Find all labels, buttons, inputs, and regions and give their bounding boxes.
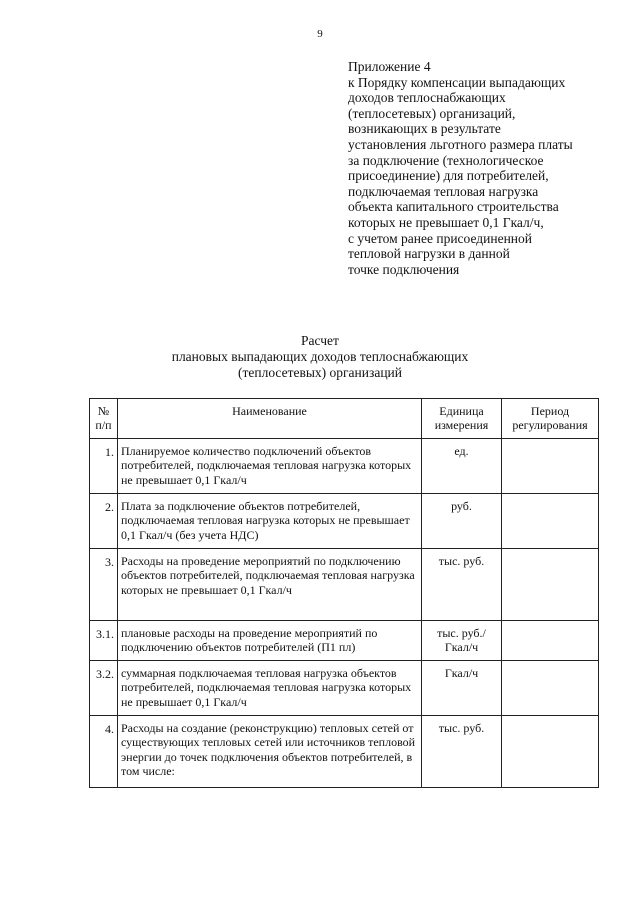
row-unit: руб. bbox=[422, 494, 502, 549]
appendix-line: возникающих в результате bbox=[348, 121, 501, 137]
row-name: плановые расходы на проведение мероприятий по подключению объектов потребителей (П1 пл) bbox=[118, 621, 422, 661]
title-line: (теплосетевых) организаций bbox=[237, 365, 403, 380]
row-name: Расходы на создание (реконструкцию) тепловых сетей от существующих тепловых сетей или источников тепловой энергии до точек подключения объектов потребителей, в том числе: bbox=[118, 716, 422, 788]
appendix-header bbox=[348, 59, 618, 277]
row-period bbox=[502, 716, 599, 788]
row-unit: тыс. руб./ Гкал/ч bbox=[422, 621, 502, 661]
table-row bbox=[90, 549, 599, 621]
appendix-line: за подключение (технологическое bbox=[348, 152, 544, 168]
row-period bbox=[502, 494, 599, 549]
row-num: 3. bbox=[90, 549, 118, 621]
row-period bbox=[502, 621, 599, 661]
row-period bbox=[502, 549, 599, 621]
appendix-line: Приложение 4 bbox=[348, 59, 431, 74]
title-line: плановых выпадающих доходов теплоснабжающих bbox=[171, 349, 469, 364]
table-row bbox=[90, 621, 599, 661]
row-num: 1. bbox=[90, 439, 118, 494]
header-period: Период регулирования bbox=[502, 399, 599, 439]
table-row bbox=[90, 716, 599, 788]
row-name: Плата за подключение объектов потребителей, подключаемая тепловая нагрузка которых не превышает 0,1 Гкал/ч (без учета НДС) bbox=[118, 494, 422, 549]
appendix-line: (теплосетевых) организаций, bbox=[348, 105, 516, 121]
appendix-line: доходов теплоснабжающих bbox=[348, 90, 506, 106]
table-row bbox=[90, 494, 599, 549]
row-name: Расходы на проведение мероприятий по подключению объектов потребителей, подключаемая тепловая нагрузка которых не превышает 0,1 Гкал/ч bbox=[118, 549, 422, 621]
table-row bbox=[90, 661, 599, 716]
row-num: 3.2. bbox=[90, 661, 118, 716]
row-num: 3.1. bbox=[90, 621, 118, 661]
document-title bbox=[0, 333, 640, 381]
table-header-row bbox=[90, 399, 599, 439]
table-row bbox=[90, 439, 599, 494]
appendix-line: установления льготного размера платы bbox=[348, 136, 573, 152]
appendix-line: тепловой нагрузки в данной bbox=[348, 246, 510, 262]
row-unit: тыс. руб. bbox=[422, 716, 502, 788]
row-unit: тыс. руб. bbox=[422, 549, 502, 621]
row-num: 2. bbox=[90, 494, 118, 549]
row-name: Планируемое количество подключений объектов потребителей, подключаемая тепловая нагрузка которых не превышает 0,1 Гкал/ч bbox=[118, 439, 422, 494]
page-number: 9 bbox=[317, 28, 323, 40]
header-name: Наименование bbox=[118, 399, 422, 439]
appendix-line: подключаемая тепловая нагрузка bbox=[348, 183, 539, 199]
appendix-line: присоединение) для потребителей, bbox=[348, 168, 549, 184]
appendix-line: которых не превышает 0,1 Гкал/ч, bbox=[348, 214, 544, 230]
row-name: суммарная подключаемая тепловая нагрузка объектов потребителей, подключаемая тепловая нагрузка которых не превышает 0,1 Гкал/ч bbox=[118, 661, 422, 716]
header-unit: Единица измерения bbox=[422, 399, 502, 439]
appendix-line: к Порядку компенсации выпадающих bbox=[348, 74, 566, 90]
calculation-table bbox=[89, 398, 599, 788]
row-num: 4. bbox=[90, 716, 118, 788]
row-unit: ед. bbox=[422, 439, 502, 494]
row-unit: Гкал/ч bbox=[422, 661, 502, 716]
title-line: Расчет bbox=[301, 333, 339, 348]
row-period bbox=[502, 439, 599, 494]
row-period bbox=[502, 661, 599, 716]
appendix-line: объекта капитального строительства bbox=[348, 199, 559, 215]
appendix-line: с учетом ранее присоединенной bbox=[348, 230, 533, 246]
header-num: № п/п bbox=[90, 399, 118, 439]
appendix-line: точке подключения bbox=[348, 261, 460, 277]
